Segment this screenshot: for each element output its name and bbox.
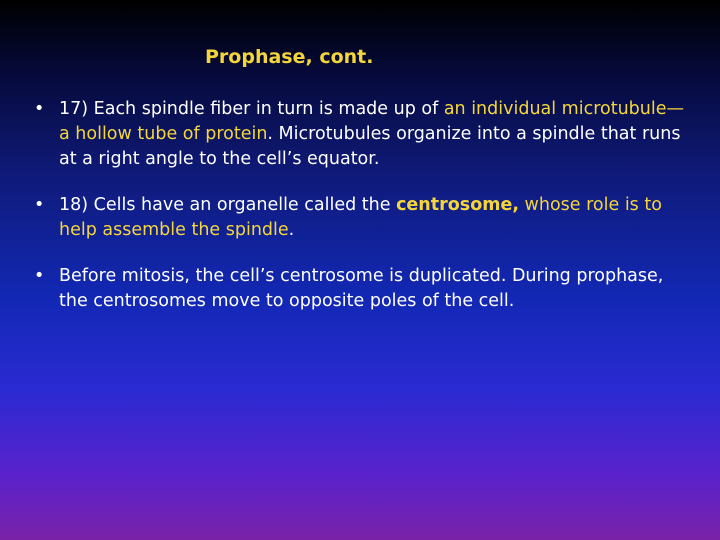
bullet-item <box>34 97 690 172</box>
bullet-text-term: centrosome, <box>396 195 519 215</box>
bullet-text-highlight: whose role is to help assemble the spindle <box>59 195 662 240</box>
bullet-text-plain: 17) Each spindle fiber in turn is made up of <box>59 99 444 119</box>
bullet-text-plain: 18) Cells have an organelle called the <box>59 195 397 215</box>
slide-title: Prophase, cont. <box>205 46 374 68</box>
bullet-dot-icon: • <box>34 266 45 286</box>
bullet-list <box>34 97 690 335</box>
bullet-text-plain: . <box>288 220 295 240</box>
bullet-dot-icon: • <box>34 99 45 119</box>
bullet-text-highlight: an individual microtubule—a hollow tube of protein <box>59 99 685 144</box>
bullet-dot-icon: • <box>34 195 45 215</box>
bullet-item <box>34 264 690 314</box>
bullet-text-plain: Before mitosis, the cell’s centrosome is duplicated. During prophase, the centrosomes move to opposite poles of the cell. <box>59 266 664 311</box>
bullet-item <box>34 193 690 243</box>
bullet-text-plain: . Microtubules organize into a spindle that runs at a right angle to the cell’s equator. <box>59 124 681 169</box>
